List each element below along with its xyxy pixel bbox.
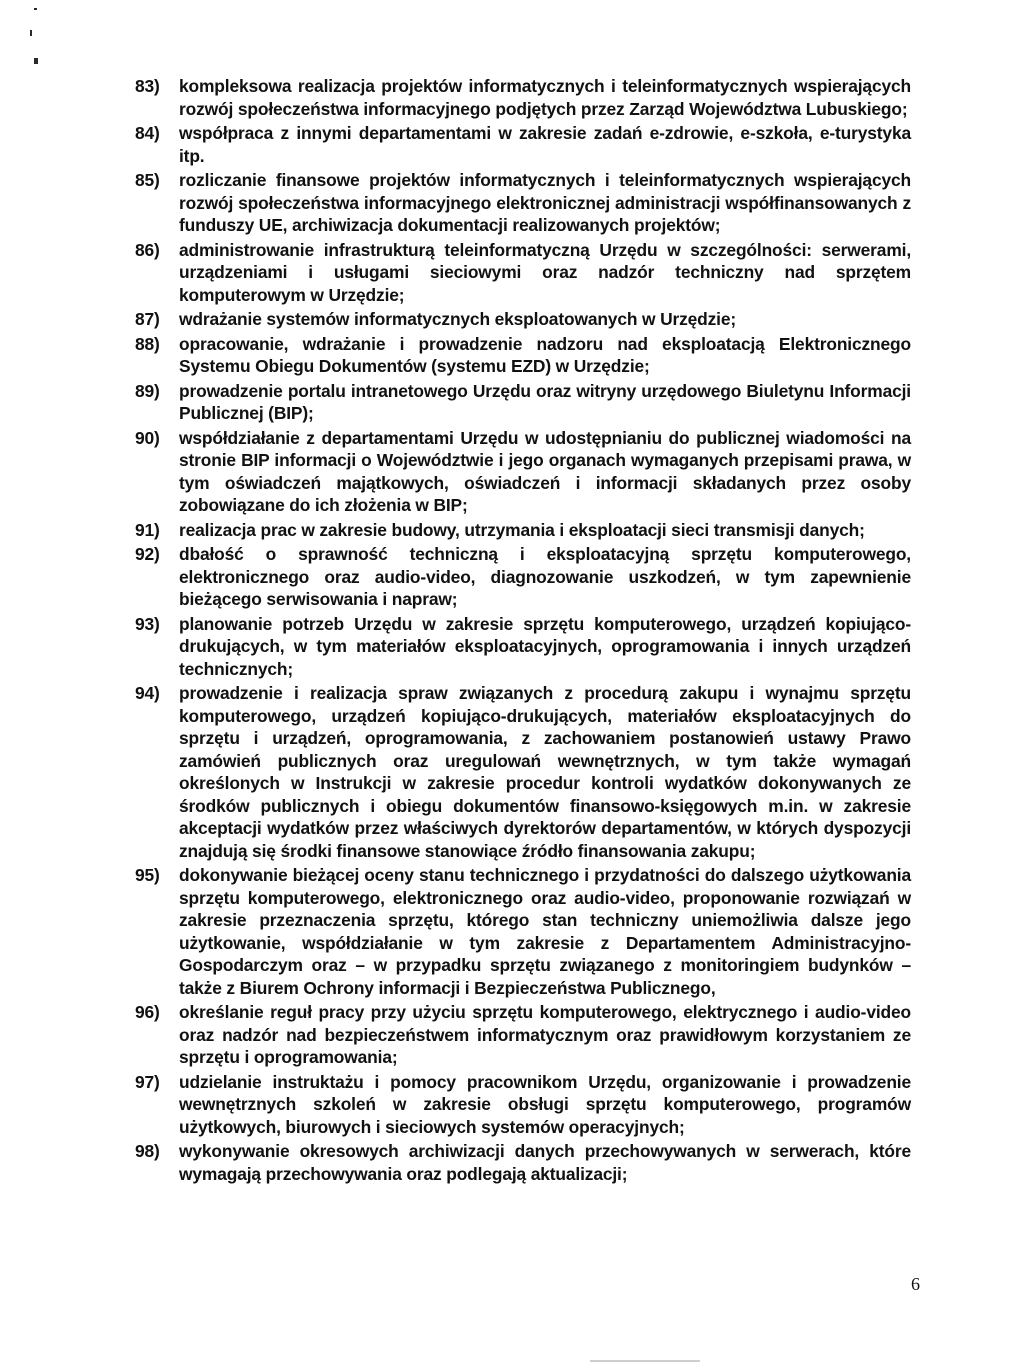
list-item xyxy=(135,519,911,542)
list-item xyxy=(135,75,911,120)
item-text: dokonywanie bieżącej oceny stanu technicznego i przydatności do dalszego użytkowania sprzętu komputerowego, elektronicznego oraz audio-video, proponowanie rozwiązań w zakresie przeznaczenia sprzętu, którego stan techniczny uniemożliwia dalsze jego użytkowanie, współdziałanie w tym zakresie z Departamentem Administracyjno-Gospodarczym oraz – w przypadku sprzętu związanego z monitoringiem budynków – także z Biurem Ochrony informacji i Bezpieczeństwa Publicznego, xyxy=(179,865,911,998)
list-item xyxy=(135,1001,911,1069)
item-text: prowadzenie portalu intranetowego Urzędu oraz witryny urzędowego Biuletynu Informacji Publicznej (BIP); xyxy=(179,380,911,423)
item-number: 84) xyxy=(135,123,160,143)
list-item xyxy=(135,864,911,999)
item-text: udzielanie instruktażu i pomocy pracownikom Urzędu, organizowanie i prowadzenie wewnętrznych szkoleń w zakresie obsługi sprzętu komputerowego, programów użytkowych, biurowych i sieciowych systemów operacyjnych; xyxy=(179,1071,911,1137)
list-item xyxy=(135,122,911,167)
list-item xyxy=(135,543,911,611)
list-item xyxy=(135,427,911,517)
item-number: 90) xyxy=(135,427,160,448)
list-item xyxy=(135,333,911,378)
scan-mark xyxy=(30,30,32,36)
list-item xyxy=(135,239,911,307)
item-text: realizacja prac w zakresie budowy, utrzymania i eksploatacji sieci transmisji danych; xyxy=(179,519,865,540)
item-number: 94) xyxy=(135,683,160,703)
item-text: administrowanie infrastrukturą teleinformatyczną Urzędu w szczególności: serwerami, urządzeniami i usługami sieciowymi oraz nadzór techniczny nad sprzętem komputerowym w Urzędzie; xyxy=(179,239,911,305)
item-text: opracowanie, wdrażanie i prowadzenie nadzoru nad eksploatacją Elektronicznego Systemu Obiegu Dokumentów (systemu EZD) w Urzędzie; xyxy=(179,333,911,376)
item-text: określanie reguł pracy przy użyciu sprzętu komputerowego, elektrycznego i audio-video oraz nadzór nad bezpieczeństwem informatycznym oraz prawidłowym korzystaniem ze sprzętu i oprogramowania; xyxy=(179,1002,911,1067)
item-number: 86) xyxy=(135,239,160,260)
item-text: dbałość o sprawność techniczną i eksploatacyjną sprzętu komputerowego, elektronicznego oraz audio-video, diagnozowanie uszkodzeń, w tym zapewnienie bieżącego serwisowania i napraw; xyxy=(179,544,911,609)
item-number: 96) xyxy=(135,1002,160,1022)
item-text: prowadzenie i realizacja spraw związanych z procedurą zakupu i wynajmu sprzętu komputerowego, urządzeń kopiująco-drukujących, materiałów eksploatacyjnych do sprzętu i urządzeń, oprogramowania, z zachowaniem postanowień ustawy Prawo zamówień publicznych oraz uregulowań wewnętrznych, w tym także wymagań określonych w Instrukcji w zakresie procedur kontroli wydatków dokonywanych ze środków publicznych i obiegu dokumentów finansowo-księgowych m.in. w zakresie akceptacji wydatków przez właściwych dyrektorów departamentów, w których dyspozycji znajdują się środki finansowe stanowiące źródło finansowania zakupu; xyxy=(179,683,911,861)
list-item xyxy=(135,682,911,862)
item-number: 98) xyxy=(135,1141,160,1161)
item-number: 85) xyxy=(135,170,160,190)
list-item xyxy=(135,169,911,237)
item-text: wdrażanie systemów informatycznych eksploatowanych w Urzędzie; xyxy=(179,309,737,329)
item-text: rozliczanie finansowe projektów informatycznych i teleinformatycznych wspierających rozwój społeczeństwa informacyjnego elektronicznej administracji współfinansowanych z funduszy UE, archiwizacja dokumentacji realizowanych projektów; xyxy=(179,170,911,235)
list-item xyxy=(135,613,911,681)
item-number: 88) xyxy=(135,333,160,354)
item-text: planowanie potrzeb Urzędu w zakresie sprzętu komputerowego, urządzeń kopiująco-drukujących, w tym materiałów eksploatacyjnych, oprogramowania i innych urządzeń technicznych; xyxy=(179,613,911,679)
item-number: 97) xyxy=(135,1071,160,1092)
item-number: 89) xyxy=(135,380,160,401)
item-number: 87) xyxy=(135,309,160,329)
list-item xyxy=(135,1140,911,1185)
item-number: 83) xyxy=(135,76,160,96)
footer-rule xyxy=(590,1360,700,1362)
item-text: współpraca z innymi departamentami w zakresie zadań e-zdrowie, e-szkoła, e-turystyka itp. xyxy=(179,123,911,166)
list-item xyxy=(135,380,911,425)
item-number: 93) xyxy=(135,613,160,634)
duties-list xyxy=(135,75,911,1187)
item-text: kompleksowa realizacja projektów informatycznych i teleinformatycznych wspierających rozwój społeczeństwa informacyjnego podjętych przez Zarząd Województwa Lubuskiego; xyxy=(179,76,911,119)
scan-mark xyxy=(34,8,37,10)
page-number: 6 xyxy=(911,1274,920,1294)
item-number: 91) xyxy=(135,519,160,540)
item-number: 92) xyxy=(135,544,160,564)
item-text: współdziałanie z departamentami Urzędu w udostępnianiu do publicznej wiadomości na stronie BIP informacji o Województwie i jego organach wymaganych przepisami prawa, w tym oświadczeń majątkowych, oświadczeń i informacji składanych przez osoby zobowiązane do ich złożenia w BIP; xyxy=(179,427,911,515)
item-number: 95) xyxy=(135,865,160,885)
item-text: wykonywanie okresowych archiwizacji danych przechowywanych w serwerach, które wymagają przechowywania oraz podlegają aktualizacji; xyxy=(179,1141,911,1184)
list-item xyxy=(135,1071,911,1139)
scan-mark xyxy=(34,58,38,64)
list-item xyxy=(135,308,911,331)
